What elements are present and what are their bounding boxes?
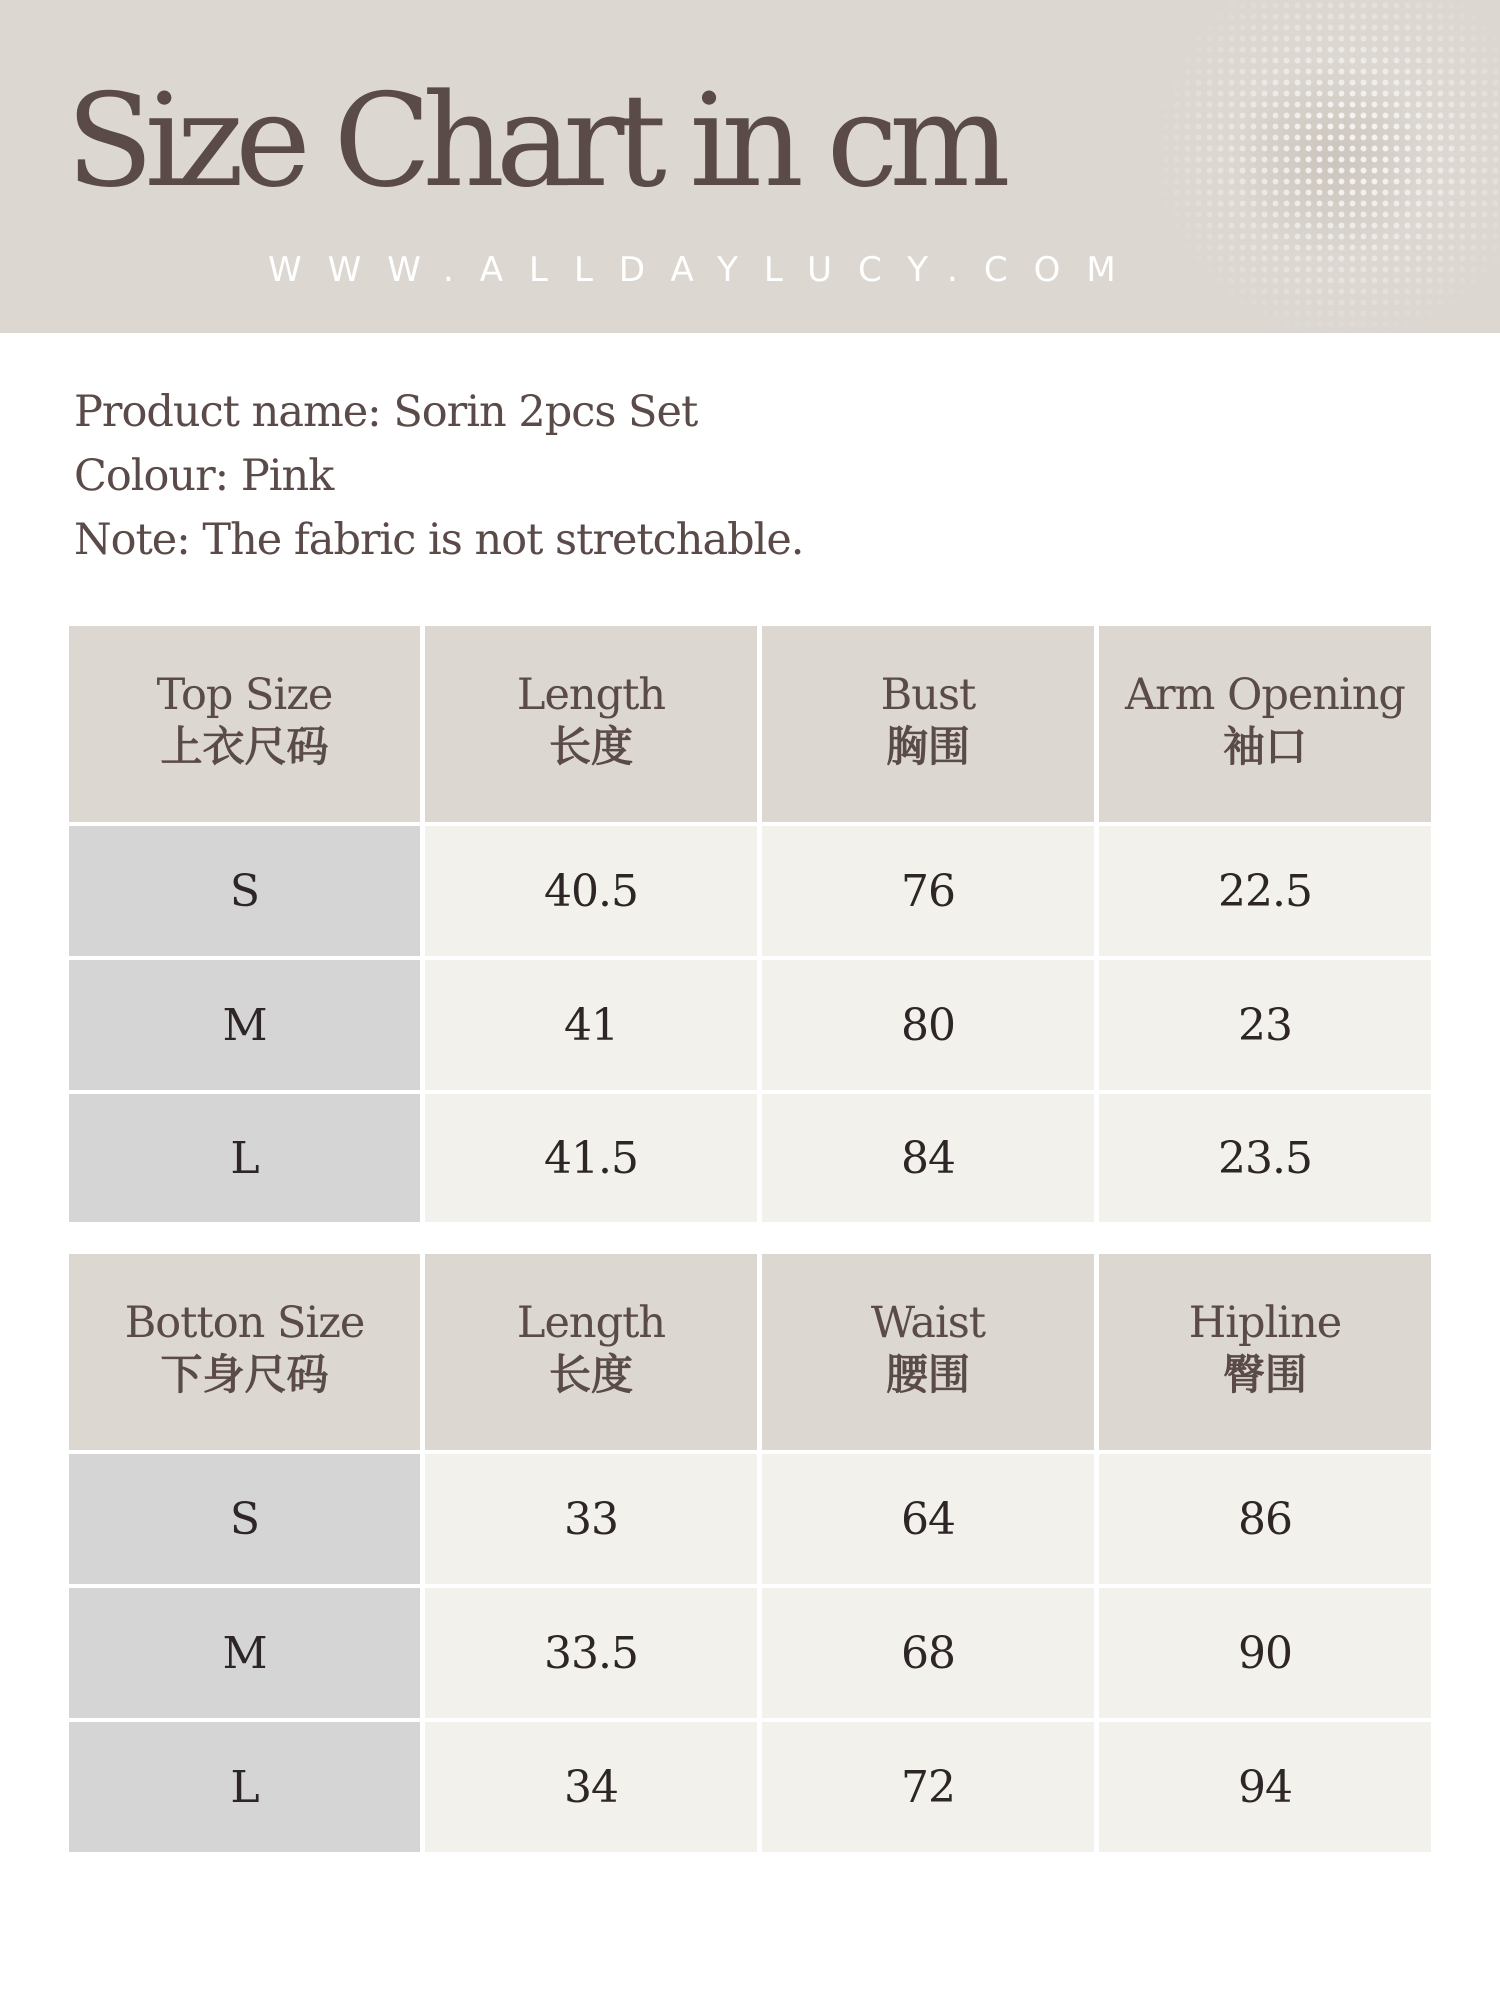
value-cell: 34 xyxy=(425,1722,757,1852)
value-cell: 41 xyxy=(425,960,757,1090)
header-label-zh: 胸围 xyxy=(885,722,970,772)
header-label-en: Arm Opening xyxy=(1125,670,1405,720)
product-info xyxy=(74,380,803,572)
size-cell: S xyxy=(69,826,420,956)
table-row xyxy=(69,1588,1431,1718)
value-cell: 84 xyxy=(762,1094,1094,1222)
halftone-dots-decoration xyxy=(1160,0,1500,333)
header-label-en: Length xyxy=(516,670,666,720)
page-title: Size Chart in cm xyxy=(66,67,1002,216)
table-row xyxy=(69,1454,1431,1584)
header-label-zh: 臀围 xyxy=(1222,1350,1307,1400)
value-cell: 23 xyxy=(1099,960,1431,1090)
value-cell: 33 xyxy=(425,1454,757,1584)
product-note: Note: The fabric is not stretchable. xyxy=(74,515,804,565)
value-cell: 68 xyxy=(762,1588,1094,1718)
value-cell: 22.5 xyxy=(1099,826,1431,956)
table-row xyxy=(69,1094,1431,1222)
value-cell: 94 xyxy=(1099,1722,1431,1852)
table-header-row xyxy=(69,626,1431,822)
header-cell-hipline xyxy=(1099,1254,1431,1450)
value-cell: 40.5 xyxy=(425,826,757,956)
header-label-zh: 腰围 xyxy=(885,1350,970,1400)
size-cell: L xyxy=(69,1722,420,1852)
value-cell: 76 xyxy=(762,826,1094,956)
size-cell: M xyxy=(69,1588,420,1718)
value-cell: 41.5 xyxy=(425,1094,757,1222)
header-label-en: Bust xyxy=(880,670,976,720)
header-banner xyxy=(0,0,1500,333)
size-cell: S xyxy=(69,1454,420,1584)
header-cell-waist xyxy=(762,1254,1094,1450)
header-label-zh: 袖口 xyxy=(1222,722,1307,772)
value-cell: 86 xyxy=(1099,1454,1431,1584)
header-cell-size xyxy=(69,626,420,822)
header-cell-length xyxy=(425,1254,757,1450)
website-url: WWW.ALLDAYLUCY.COM xyxy=(268,250,1142,290)
table-row xyxy=(69,1722,1431,1852)
header-label-en: Hipline xyxy=(1188,1298,1342,1348)
table-row xyxy=(69,960,1431,1090)
value-cell: 64 xyxy=(762,1454,1094,1584)
table-header-row xyxy=(69,1254,1431,1450)
header-label-en: Length xyxy=(516,1298,666,1348)
header-label-zh: 长度 xyxy=(548,722,633,772)
header-cell-bust xyxy=(762,626,1094,822)
header-label-zh: 上衣尺码 xyxy=(160,722,329,772)
value-cell: 33.5 xyxy=(425,1588,757,1718)
header-label-en: Top Size xyxy=(156,670,333,720)
header-cell-arm-opening xyxy=(1099,626,1431,822)
header-cell-size xyxy=(69,1254,420,1450)
table-row xyxy=(69,826,1431,956)
product-colour: Colour: Pink xyxy=(74,451,334,501)
header-label-en: Waist xyxy=(870,1298,986,1348)
value-cell: 90 xyxy=(1099,1588,1431,1718)
size-cell: L xyxy=(69,1094,420,1222)
size-cell: M xyxy=(69,960,420,1090)
value-cell: 80 xyxy=(762,960,1094,1090)
header-label-zh: 长度 xyxy=(548,1350,633,1400)
header-cell-length xyxy=(425,626,757,822)
value-cell: 23.5 xyxy=(1099,1094,1431,1222)
header-label-zh: 下身尺码 xyxy=(160,1350,329,1400)
header-label-en: Botton Size xyxy=(124,1298,365,1348)
product-name: Product name: Sorin 2pcs Set xyxy=(74,387,698,437)
value-cell: 72 xyxy=(762,1722,1094,1852)
